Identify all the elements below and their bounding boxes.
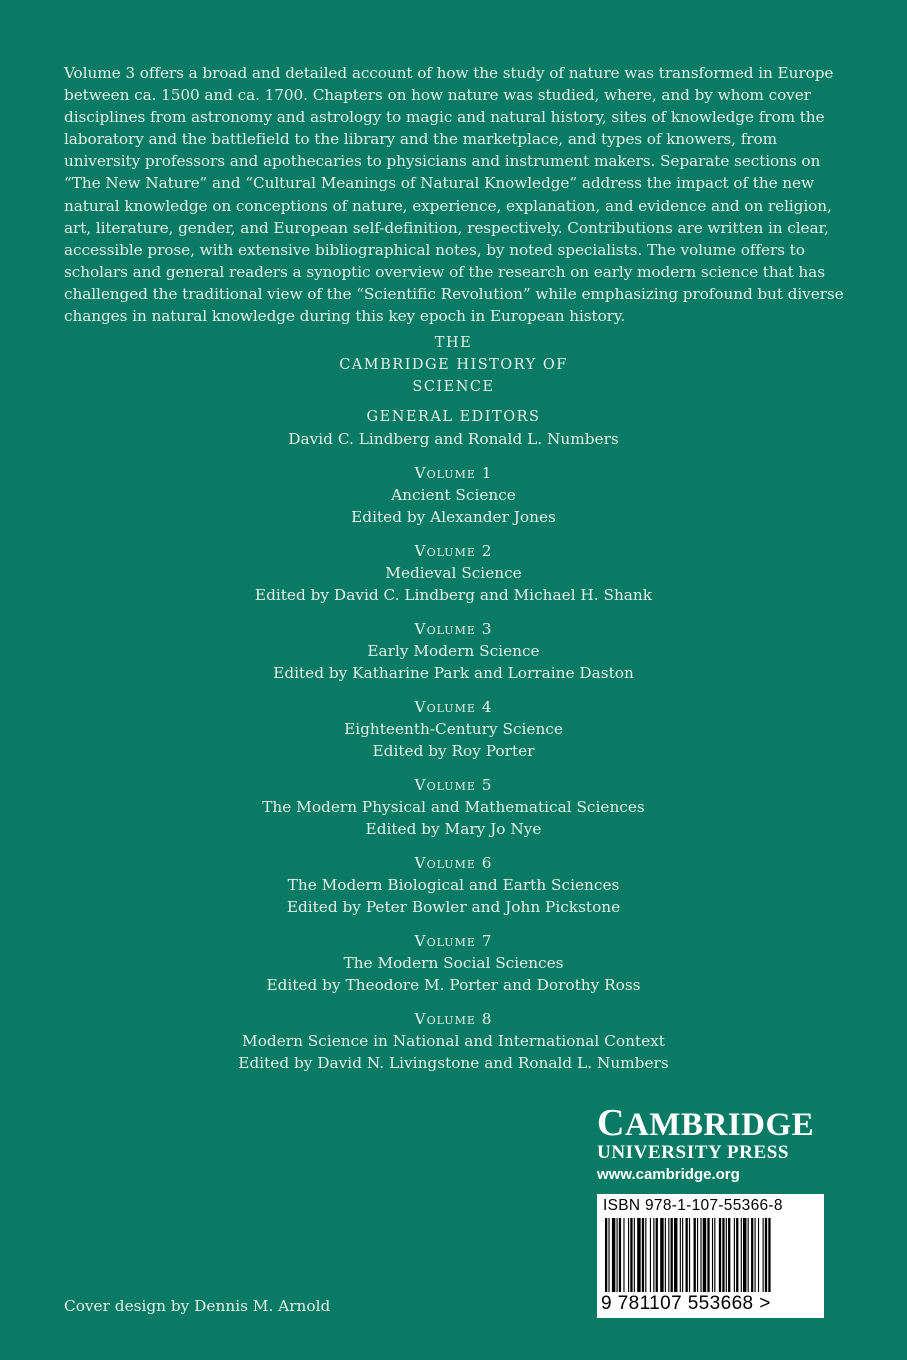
publisher-website: www.cambridge.org bbox=[597, 1166, 740, 1183]
volume-entry-5 bbox=[0, 774, 907, 840]
barcode-stripe bbox=[697, 1218, 698, 1292]
volume-editors: Edited by Theodore M. Porter and Dorothy Ross bbox=[266, 976, 641, 994]
volume-title: Eighteenth-Century Science bbox=[344, 720, 563, 738]
barcode-stripe bbox=[758, 1218, 759, 1292]
isbn-label: ISBN 978-1-107-55366-8 bbox=[603, 1197, 783, 1214]
volume-title: Medieval Science bbox=[385, 564, 522, 582]
barcode-stripe bbox=[650, 1218, 651, 1292]
barcode-stripe bbox=[719, 1218, 721, 1292]
barcode-stripe bbox=[653, 1218, 654, 1292]
isbn-barcode bbox=[597, 1194, 824, 1318]
volume-editors: Edited by Peter Bowler and John Pickstone bbox=[286, 898, 621, 916]
barcode-stripe bbox=[623, 1218, 624, 1292]
volume-title: Modern Science in National and International Context bbox=[242, 1032, 665, 1050]
barcode-stripe bbox=[682, 1218, 683, 1292]
barcode-stripe bbox=[671, 1218, 673, 1292]
volume-editors: Edited by Roy Porter bbox=[372, 742, 535, 760]
barcode-stripe bbox=[763, 1218, 764, 1292]
series-title-line-2: CAMBRIDGE HISTORY OF bbox=[339, 357, 568, 373]
barcode-stripe bbox=[645, 1218, 646, 1292]
back-cover-blurb: Volume 3 offers a broad and detailed account of how the study of nature was transformed in Europe between ca. 1500 and ca. 1700. Chapters on how nature was studied, where, and by whom cover disciplines from astronomy and astrology to magic and natural history, sites of knowledge from the laboratory and the battlefield to the library and the marketplace, and types of knowers, from university professors and apothecaries to physicians and instrument makers. Separate sections on “The New Nature” and “Cultural Meanings of Natural Knowledge” address the impact of the new natural knowledge on conceptions of nature, experience, explanation, and evidence and on religion, art, literature, gender, and European self-definition, respectively. Contributions are written in clear, accessible prose, with extensive bibliographical notes, by noted specialists. The volume offers to scholars and general readers a synoptic overview of the research on early modern science that has challenged the traditional view of the “Scientific Revolution” while emphasizing profound but diverse changes in natural knowledge during this key epoch in European history. bbox=[64, 64, 844, 326]
barcode-stripe bbox=[755, 1218, 756, 1292]
barcode-stripe bbox=[605, 1218, 607, 1292]
barcode-stripe bbox=[617, 1218, 618, 1292]
publisher-name-rest: AMBRIDGE bbox=[624, 1107, 815, 1143]
barcode-digits: 9 781107 553668 > bbox=[601, 1293, 771, 1314]
volume-label: Volume 3 bbox=[414, 620, 493, 638]
volume-entry-6 bbox=[0, 852, 907, 918]
barcode-stripe bbox=[768, 1218, 770, 1292]
general-editors bbox=[0, 406, 907, 450]
volume-label: Volume 8 bbox=[414, 1010, 493, 1028]
volume-label: Volume 1 bbox=[414, 464, 493, 482]
volume-editors: Edited by Alexander Jones bbox=[351, 508, 556, 526]
barcode-stripe bbox=[703, 1218, 706, 1292]
volume-editors: Edited by David C. Lindberg and Michael H. Shank bbox=[254, 586, 653, 604]
barcode-stripe bbox=[686, 1218, 688, 1292]
volume-title: The Modern Physical and Mathematical Sciences bbox=[262, 798, 645, 816]
barcode-stripe bbox=[712, 1218, 713, 1292]
volume-title: The Modern Biological and Earth Sciences bbox=[287, 876, 620, 894]
barcode-stripe bbox=[714, 1218, 715, 1292]
barcode-stripe bbox=[736, 1218, 738, 1292]
volume-entry-1 bbox=[0, 462, 907, 528]
barcode-stripe bbox=[634, 1218, 635, 1292]
volume-label: Volume 7 bbox=[414, 932, 493, 950]
general-editors-names: David C. Lindberg and Ronald L. Numbers bbox=[288, 430, 619, 448]
barcode-stripe bbox=[642, 1218, 644, 1292]
volume-label: Volume 4 bbox=[414, 698, 493, 716]
volume-title: Early Modern Science bbox=[367, 642, 540, 660]
barcode-stripe bbox=[689, 1218, 690, 1292]
volume-label: Volume 5 bbox=[414, 776, 493, 794]
volume-entry-4 bbox=[0, 696, 907, 762]
barcode-stripe bbox=[612, 1218, 615, 1292]
barcode-stripe bbox=[751, 1218, 753, 1292]
volume-entry-2 bbox=[0, 540, 907, 606]
volume-editors: Edited by Mary Jo Nye bbox=[365, 820, 542, 838]
volume-title: The Modern Social Sciences bbox=[343, 954, 564, 972]
barcode-stripe bbox=[728, 1218, 730, 1292]
barcode-stripe bbox=[680, 1218, 681, 1292]
barcode-stripe bbox=[765, 1218, 767, 1292]
series-title-line-3: SCIENCE bbox=[412, 379, 495, 395]
volume-editors: Edited by Katharine Park and Lorraine Daston bbox=[273, 664, 634, 682]
volume-entry-8 bbox=[0, 1008, 907, 1074]
series-title-line-1: THE bbox=[434, 335, 473, 351]
general-editors-heading: GENERAL EDITORS bbox=[366, 409, 541, 425]
barcode-stripe bbox=[722, 1218, 724, 1292]
volume-title: Ancient Science bbox=[391, 486, 516, 504]
barcode-stripe bbox=[665, 1218, 666, 1292]
barcode-stripe bbox=[619, 1218, 621, 1292]
barcode-stripe bbox=[660, 1218, 663, 1292]
barcode-stripe bbox=[748, 1218, 749, 1292]
volume-entry-7 bbox=[0, 930, 907, 996]
series-listing bbox=[0, 332, 907, 1074]
barcode-stripe bbox=[694, 1218, 696, 1292]
barcode-stripe bbox=[707, 1218, 709, 1292]
publisher-name bbox=[597, 1102, 815, 1144]
barcode-stripe bbox=[741, 1218, 742, 1292]
publisher-logo bbox=[597, 1102, 815, 1186]
barcode-stripe bbox=[668, 1218, 669, 1292]
volume-entry-3 bbox=[0, 618, 907, 684]
barcode-stripe bbox=[674, 1218, 677, 1292]
barcode-bars bbox=[603, 1218, 818, 1292]
barcode-stripe bbox=[726, 1218, 727, 1292]
publisher-subtitle: UNIVERSITY PRESS bbox=[597, 1142, 790, 1163]
publisher-name-initial: C bbox=[597, 1102, 625, 1144]
barcode-stripe bbox=[628, 1218, 629, 1292]
volume-label: Volume 2 bbox=[414, 542, 493, 560]
volume-editors: Edited by David N. Livingstone and Ronald L. Numbers bbox=[238, 1054, 669, 1072]
cover-design-credit: Cover design by Dennis M. Arnold bbox=[64, 1297, 331, 1315]
barcode-stripe bbox=[700, 1218, 701, 1292]
volume-label: Volume 6 bbox=[414, 854, 493, 872]
barcode-stripe bbox=[734, 1218, 735, 1292]
barcode-stripe bbox=[608, 1218, 609, 1292]
barcode-stripe bbox=[743, 1218, 746, 1292]
barcode-stripe bbox=[630, 1218, 632, 1292]
barcode-stripe bbox=[656, 1218, 658, 1292]
barcode-stripe bbox=[637, 1218, 640, 1292]
